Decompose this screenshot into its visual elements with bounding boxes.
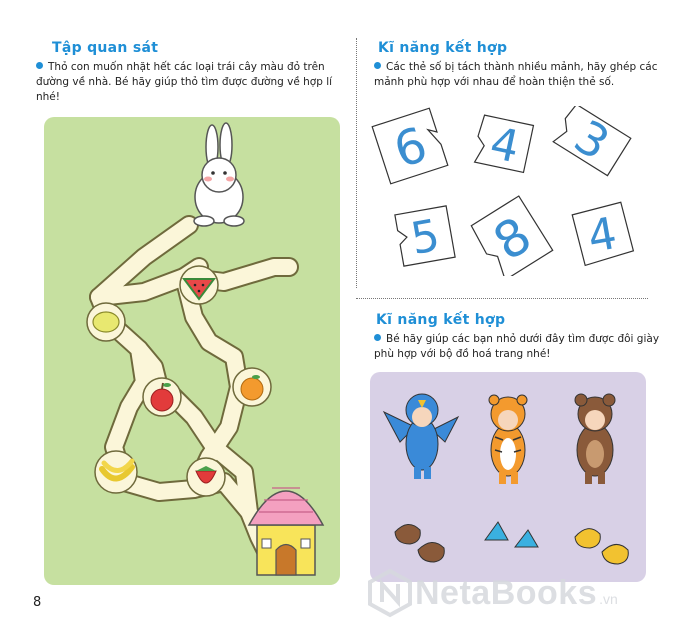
bottom-right-title: Kĩ năng kết hợp [376,312,506,328]
watermark-suffix: .vn [599,591,618,607]
number-card-5 [395,206,455,267]
top-right-title: Kĩ năng kết hợp [378,40,508,56]
netabooks-logo-icon [365,568,415,618]
number-card-3-digit: 3 [565,109,619,171]
bottom-right-instruction-text: Bé hãy giúp các bạn nhỏ dưới đây tìm được đôi giày phù hợp với bộ đồ hoá trang nhé! [374,333,660,360]
horizontal-divider [356,298,648,299]
watermelon-icon [180,266,218,304]
apple-icon [143,378,181,416]
costume-illustration [370,372,646,582]
number-card-6 [372,108,448,184]
bullet-icon [374,62,381,69]
number-card-6-digit: 6 [387,116,434,180]
number-card-4b-digit: 4 [584,207,621,264]
vertical-divider [356,38,357,288]
number-card-5-digit: 5 [407,209,444,266]
number-card-8 [470,196,553,276]
strawberry-icon [187,458,225,496]
number-card-8-digit: 8 [483,205,542,272]
number-card-4a-digit: 4 [485,117,524,174]
maze-illustration [44,117,340,585]
left-instruction [36,60,336,105]
orange-icon [233,368,271,406]
watermark [365,568,618,618]
top-right-instruction-text: Các thẻ số bị tách thành nhiều mảnh, hãy ghép các mảnh phù hợp với nhau để hoàn thiện thẻ số. [374,61,658,88]
bullet-icon [374,334,381,341]
lemon-icon [87,303,125,341]
number-card-4a [472,115,533,176]
number-cards [370,106,660,276]
watermark-brand: NetaBooks [415,573,598,612]
number-card-4b [572,202,635,267]
page-number: 8 [33,595,42,610]
banana-icon [95,451,137,493]
bottom-right-instruction [374,332,664,362]
top-right-instruction [374,60,664,90]
left-title: Tập quan sát [52,40,159,56]
bullet-icon [36,62,43,69]
left-instruction-text: Thỏ con muốn nhặt hết các loại trái cây màu đỏ trên đường về nhà. Bé hãy giúp thỏ tìm được đường về hợp lí nhé! [36,61,333,103]
number-card-3 [549,106,634,180]
